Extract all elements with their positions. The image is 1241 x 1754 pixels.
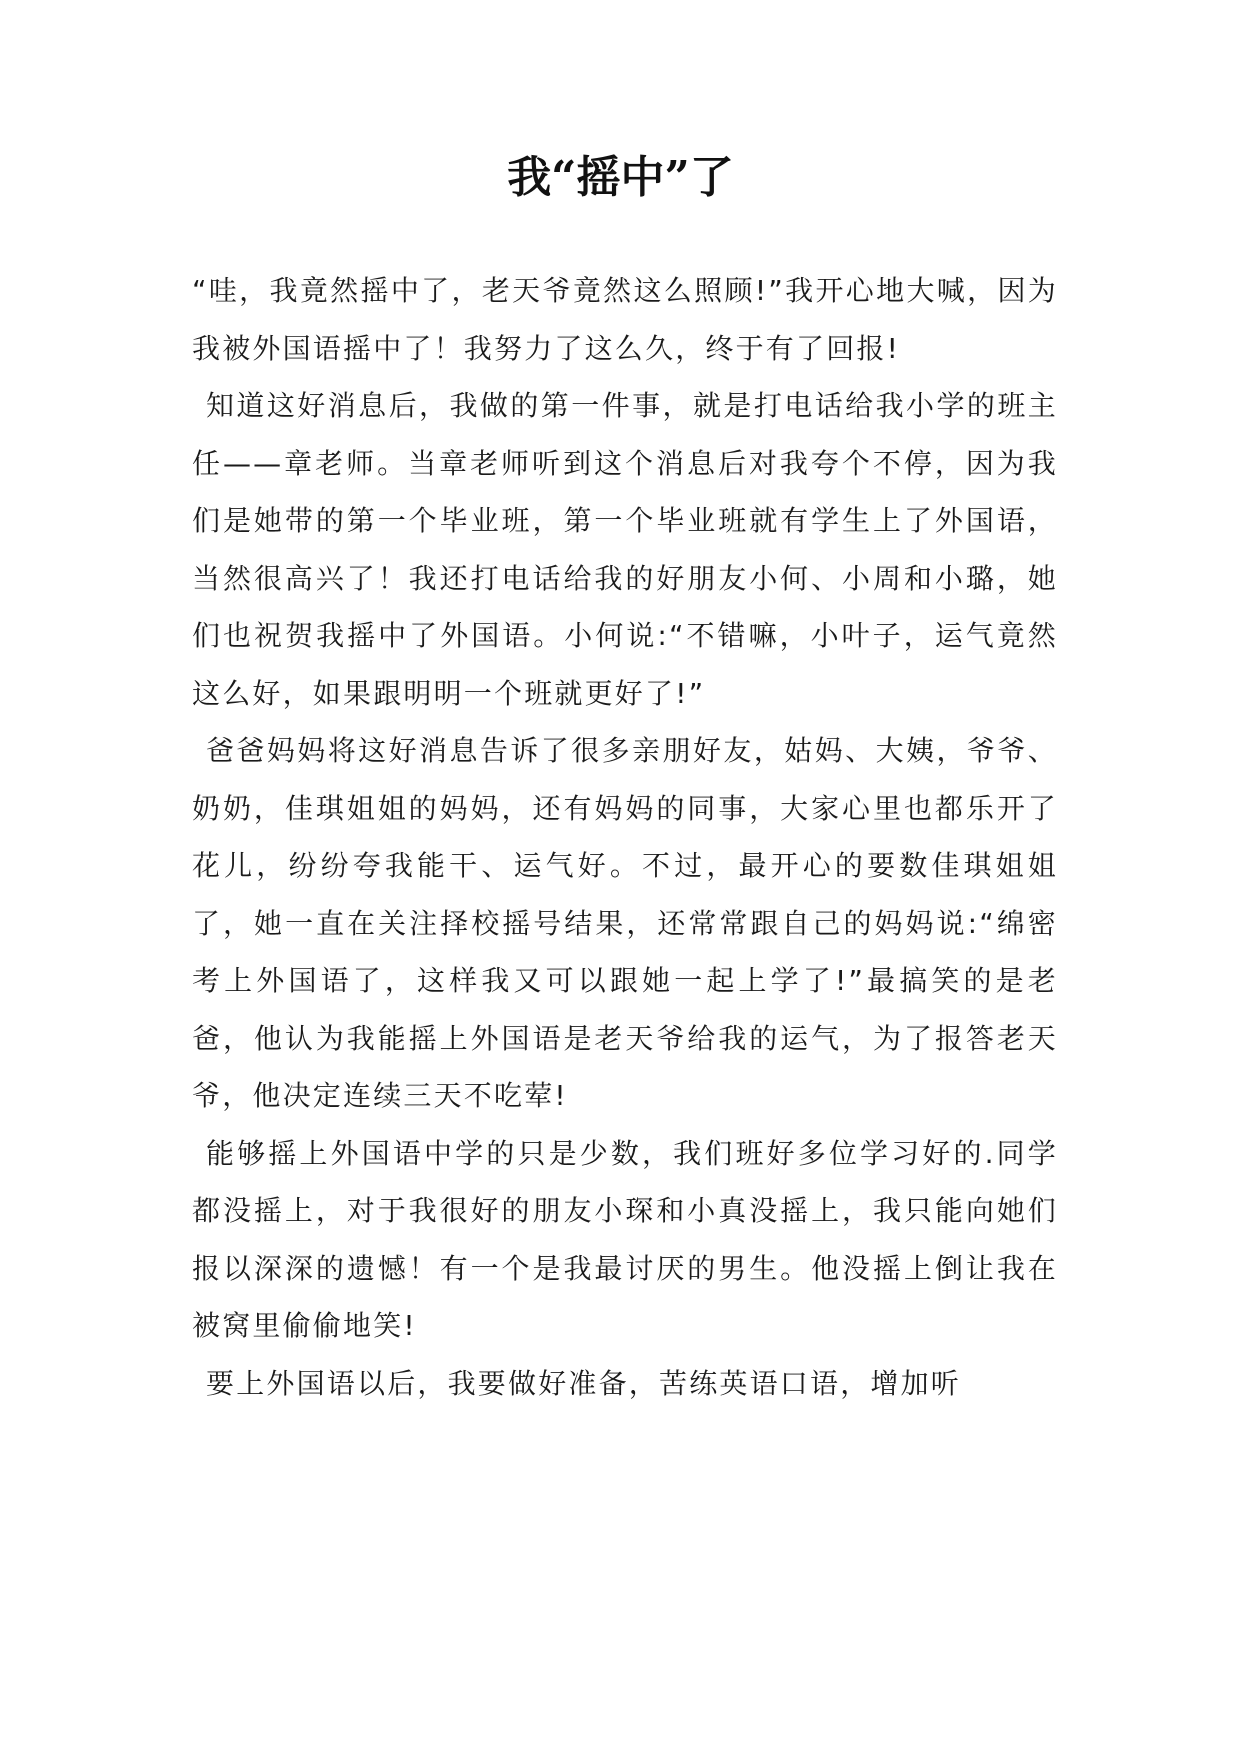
- paragraph-4: 能够摇上外国语中学的只是少数，我们班好多位学习好的.同学都没摇上，对于我很好的朋友小琛和小真没摇上，我只能向她们报以深深的遗憾！有一个是我最讨厌的男生。他没摇上倒让我在被窝里偷偷地笑!: [192, 1136, 1058, 1342]
- paragraph-1: “哇，我竟然摇中了，老天爷竟然这么照顾!”我开心地大喊，因为我被外国语摇中了！我努力了这么久，终于有了回报!: [192, 274, 1058, 365]
- document-title: 我“摇中”了: [507, 152, 734, 203]
- paragraph-2: 知道这好消息后，我做的第一件事，就是打电话给我小学的班主任——章老师。当章老师听到这个消息后对我夸个不停，因为我们是她带的第一个毕业班，第一个毕业班就有学生上了外国语，当然很高兴了！我还打电话给我的好朋友小何、小周和小璐，她们也祝贺我摇中了外国语。小何说:“不错嘛，小叶子，运气竟然这么好，如果跟明明一个班就更好了!”: [192, 389, 1058, 710]
- paragraph-5: 要上外国语以后，我要做好准备，苦练英语口语，增加听: [206, 1366, 962, 1400]
- paragraph-3: 爸爸妈妈将这好消息告诉了很多亲朋好友，姑妈、大姨，爷爷、奶奶，佳琪姐姐的妈妈，还有妈妈的同事，大家心里也都乐开了花儿，纷纷夸我能干、运气好。不过，最开心的要数佳琪姐姐了，她一直在关注择校摇号结果，还常常跟自己的妈妈说:“绵密考上外国语了，这样我又可以跟她一起上学了!”最搞笑的是老爸，他认为我能摇上外国语是老天爷给我的运气，为了报答老天爷，他决定连续三天不吃荤!: [192, 734, 1058, 1112]
- document-body: [192, 262, 1058, 1412]
